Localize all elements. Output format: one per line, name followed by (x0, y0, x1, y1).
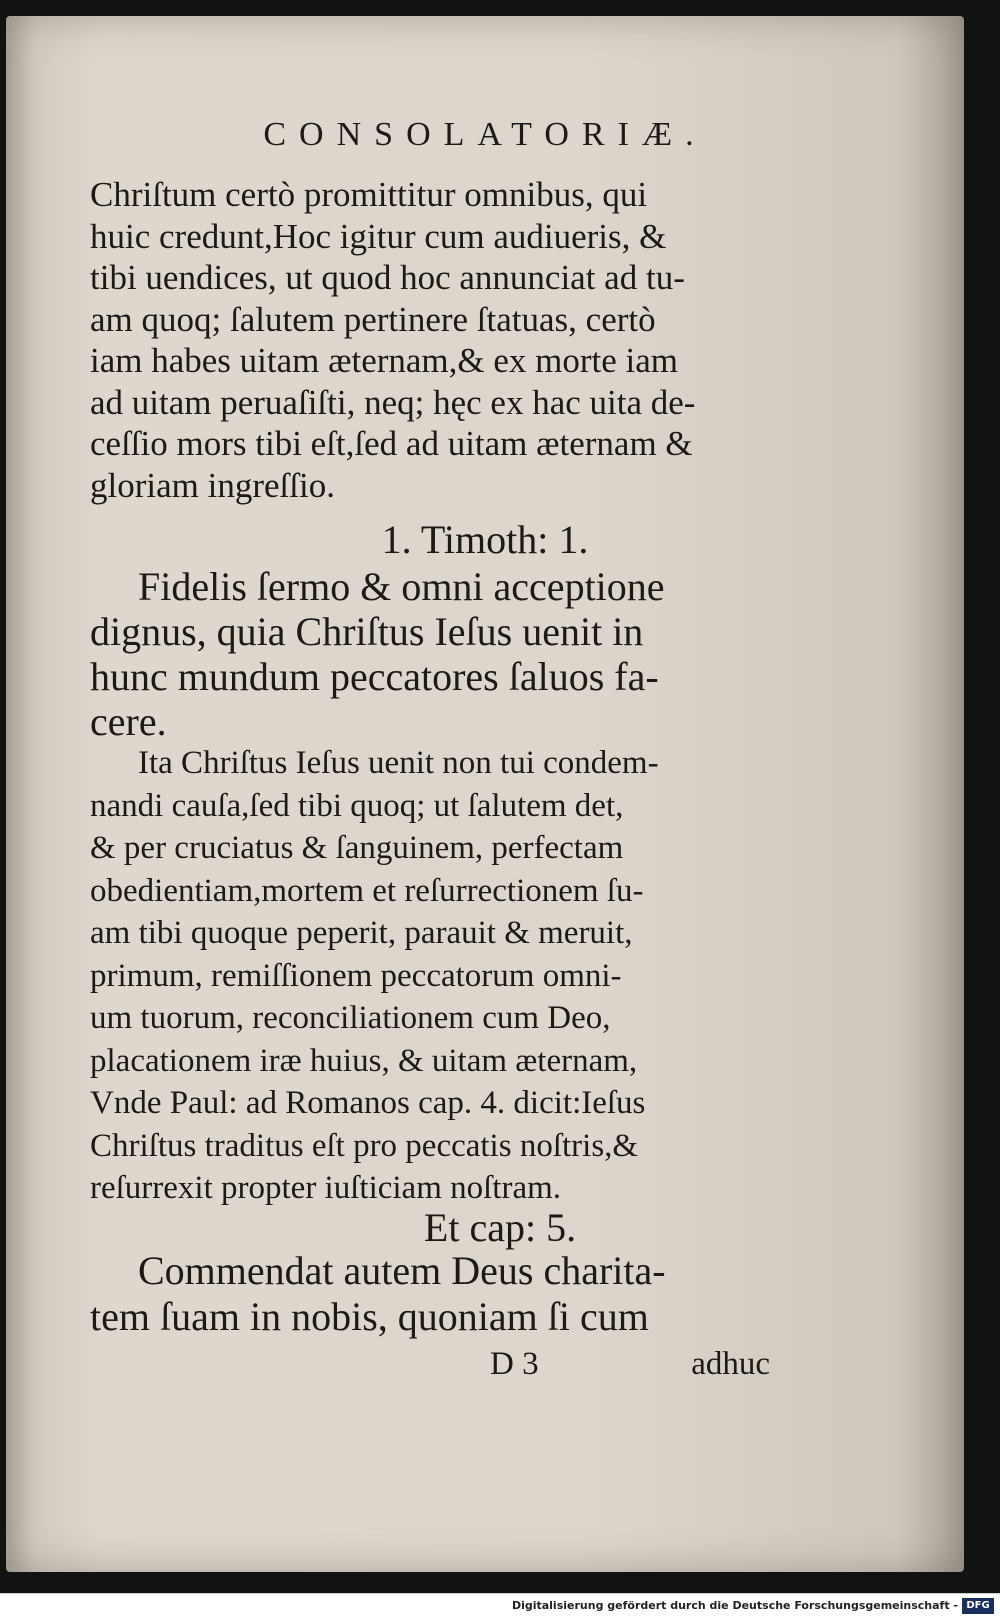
page-footer (90, 1346, 770, 1386)
text-line: & per cruciatus & ſanguinem, perfectam (90, 830, 624, 866)
text-line: placationem iræ huius, & uitam æternam, (90, 1042, 638, 1079)
text-line: nandi cauſa,ſed tibi quoq; ut ſalutem det, (90, 787, 624, 824)
text-line: tibi uendices, ut quod hoc annunciat ad tu- (90, 258, 685, 297)
book-page (6, 16, 964, 1572)
text-line: ad uitam peruaſiſti, neq; hęc ex hac uita de- (90, 382, 696, 422)
text-line: hunc mundum peccatores ſaluos fa- (90, 654, 659, 699)
page-content (6, 16, 964, 1572)
text-line: reſurrexit propter iuſticiam noſtram. (90, 1170, 562, 1206)
text-line: Vnde Paul: ad Romanos cap. 4. dicit:Ieſus (90, 1085, 646, 1121)
text-line: dignus, quia Chriſtus Ieſus uenit in (90, 609, 644, 654)
digitization-credit-bar (0, 1593, 1000, 1620)
scripture-heading-timothy: 1. Timoth: 1. (381, 517, 589, 562)
paragraph-2 (90, 564, 770, 744)
credit-text: Digitalisierung gefördert durch die Deutsche Forschungsgemeinschaft - (511, 1599, 958, 1612)
text-line: ceſſio mors tibi eſt,ſed ad uitam æternam & (90, 424, 693, 463)
catchword: adhuc (691, 1346, 770, 1382)
text-line: iam habes uitam æternam,& ex morte iam (90, 341, 679, 380)
signature-mark: D 3 (490, 1346, 539, 1382)
text-line: am quoq; ſalutem pertinere ſtatuas, certò (90, 299, 656, 339)
text-line: huic credunt,Hoc igitur cum audiueris, & (90, 216, 667, 256)
text-line: am tibi quoque peperit, parauit & meruit, (90, 915, 633, 951)
text-line: primum, remiſſionem peccatorum omni- (90, 957, 622, 994)
text-line: cere. (90, 699, 167, 744)
running-header: CONSOLATORIÆ. (263, 116, 707, 153)
text-line: um tuorum, reconciliationem cum Deo, (90, 1000, 611, 1036)
text-line: tem ſuam in nobis, quoniam ſi cum (90, 1294, 649, 1339)
text-line: Chriſtus traditus eſt pro peccatis noſtris,& (90, 1127, 639, 1164)
scripture-heading-chapter: Et cap: 5. (423, 1205, 577, 1250)
dfg-logo: DFG (962, 1598, 994, 1614)
text-line: obedientiam,mortem et reſurrectionem ſu- (90, 872, 644, 909)
text-line: Commendat autem Deus charita- (138, 1248, 666, 1293)
text-line: gloriam ingreſſio. (90, 465, 335, 505)
text-line: Chriſtum certò promittitur omnibus, qui (90, 175, 648, 214)
text-line: Fidelis ſermo & omni acceptione (138, 564, 665, 609)
paragraph-1 (90, 174, 770, 506)
paragraph-4 (90, 1248, 770, 1340)
paragraph-3 (90, 742, 770, 1210)
text-line: Ita Chriſtus Ieſus uenit non tui condem- (138, 745, 659, 781)
